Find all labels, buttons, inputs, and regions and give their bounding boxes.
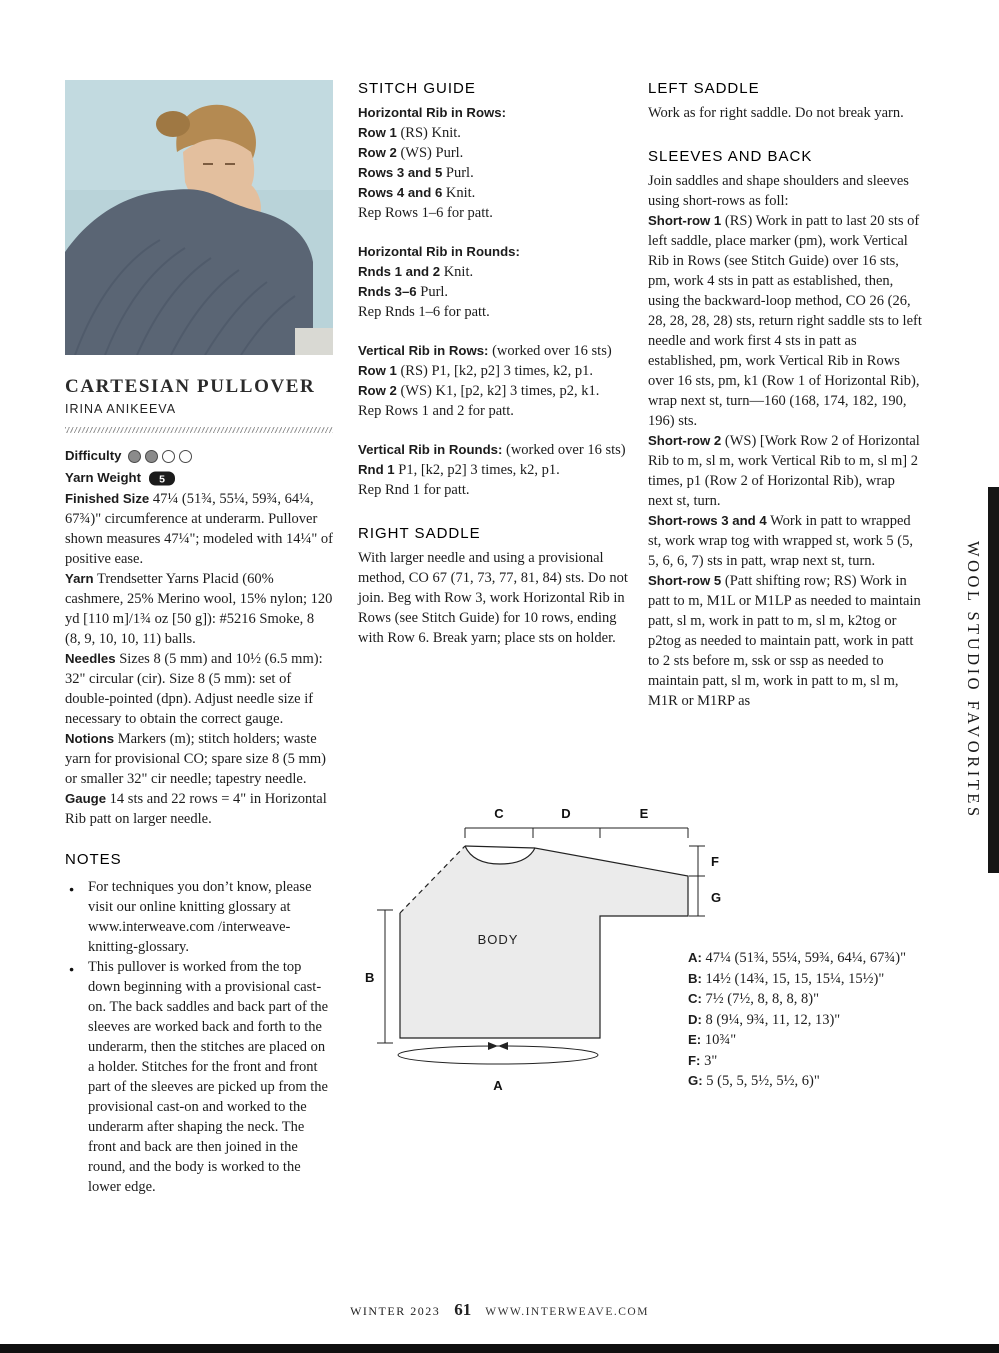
stitch-guide-section [358,103,628,223]
yarn-weight-row [65,467,333,489]
measurement-row: D: 8 (9¼, 9¾, 11, 12, 13)" [688,1011,841,1028]
stitch-row: Rnds 1 and 2 Knit. [358,264,474,280]
measure-letter-f: F [711,854,719,869]
stitch-pattern-name: Horizontal Rib in Rounds: [358,244,520,259]
note-item [65,957,333,1197]
spec-text: Trendsetter Yarns Placid (60% cashmere, 25% Merino wool, 15% nylon; 120 yd [110 m]/1¾ oz [50 g]): #5216 Smoke, 8 (8, 9, 10, 10, 11) balls. [65,571,333,647]
stitch-row: Row 1 (RS) Knit. [358,125,461,141]
left-measure-bracket [377,910,393,1043]
neck-castoff-line [465,846,535,848]
stitch-pattern-title [358,103,628,123]
stitch-pattern-title [358,341,628,361]
spec-text: Markers (m); stitch holders; waste yarn for provisional CO; spare size 8 (5 mm) or smaller 32" cir needle; tapestry needle. [65,731,326,787]
measurement-row: E: 10¾" [688,1032,737,1048]
measure-letter-g: G [711,890,722,905]
body-label: BODY [477,932,519,947]
schematic-measurements [688,948,950,1092]
stitch-row: Rows 4 and 6 Knit. [358,185,476,201]
body-shape-fill [400,846,688,1038]
arrowhead-left [488,1042,498,1050]
circumference-ellipse [398,1046,598,1064]
difficulty-dot [179,450,192,463]
stitch-guide-heading: STITCH GUIDE [358,80,476,97]
stitch-pattern-suffix: (worked over 16 sts) [505,442,626,458]
schematic-diagram [355,798,745,1110]
difficulty-label: Difficulty [65,448,122,463]
left-saddle-heading: LEFT SADDLE [648,80,760,97]
notes-list [65,877,333,1197]
stitch-row: Rows 3 and 5 Purl. [358,165,474,181]
note-item [65,877,333,957]
stitch-row: Rnd 1 P1, [k2, p2] 3 times, k2, p1. [358,462,560,478]
spec-gauge [65,789,333,829]
spec-label: Notions [65,731,115,746]
pattern-author: IRINA ANIKEEVA [65,402,177,416]
footer-website: WWW.INTERWEAVE.COM [485,1306,649,1318]
pattern-title: CARTESIAN PULLOVER [65,376,316,397]
hatched-divider [65,427,333,433]
stitch-guide-section [358,242,628,322]
stitch-row: Rep Rows 1 and 2 for patt. [358,403,514,419]
hair-bun [156,111,190,137]
section-tab-label: WOOL STUDIO FAVORITES [964,540,983,820]
measurement-row: A: 47¼ (51¾, 55¼, 59¾, 64¼, 67¾)" [688,950,906,966]
spec-finished-size [65,489,333,569]
measure-letter-e: E [639,806,649,821]
stitch-row: Rnds 3–6 Purl. [358,284,449,300]
sleeves-and-back-heading: SLEEVES AND BACK [648,148,813,165]
section-tab-bar [988,487,999,873]
spec-text: 47¼ (51¾, 55¼, 59¾, 64¼, 67¾)" circumference at underarm. Pullover shown measures 47¼"; modeled with 14¼" of positive ease. [65,491,333,567]
right-saddle-text: With larger needle and using a provisional method, CO 67 (71, 73, 77, 81, 84) sts. Do not join. Beg with Row 3, work Horizontal Rib in Rows (see Stitch Guide) for 10 rows, ending with Row 6. Break yarn; place sts on holder. [358,550,628,646]
short-row-step: Short-row 1 (RS) Work in patt to last 20 sts of left saddle, place marker (pm), work Vertical Rib in Rows (see Stitch Guide) over 16 sts, pm, work 4 sts in patt as established, then, using the backward-loop method, CO 26 (26, 28, 28, 28, 28) sts, return right saddle sts to left needle and work first 4 sts in patt as established, pm, work Vertical Rib in Rows over 16 sts, pm, k1 (Row 1 of Horizontal Rib), wrap next st, turn—160 (168, 174, 182, 190, 196) sts. [648,213,922,429]
measurement-row: C: 7½ (7½, 8, 8, 8, 8)" [688,991,819,1007]
arrowhead-right [498,1042,508,1050]
spec-needles [65,649,333,729]
right-measure-bracket [689,846,705,916]
measure-letter-b: B [365,970,375,985]
short-row-step: Short-row 5 (Patt shifting row; RS) Work in patt to m, M1L or M1LP as needed to maintain patt, sl m, work in patt to m, sl m, k2tog or p2tog as needed to maintain patt, work in patt to 2 sts before m, ssk or ssp as needed to maintain patt, sl m, work in patt to m, sl m, M1R or M1RP as [648,573,921,709]
bottom-rule [0,1344,999,1353]
measurement-row: F: 3" [688,1052,718,1069]
table-ledge [295,328,333,355]
spec-label: Needles [65,651,116,666]
stitch-pattern-suffix: (worked over 16 sts) [492,343,612,359]
measurement-row: G: 5 (5, 5, 5½, 5½, 6)" [688,1073,820,1089]
spec-yarn [65,569,333,649]
difficulty-dots [128,450,192,463]
short-row-step: Short-rows 3 and 4 Work in patt to wrapped st, work wrap tog with wrapped st, work 5 (5, 5, 6, 6, 7) sts in patt, wrap next st, turn. [648,513,913,569]
body-schematic [355,798,745,1110]
footer-issue: WINTER 2023 [350,1304,441,1318]
footer-page-number: 61 [454,1300,472,1319]
left-column [65,80,333,1197]
stitch-row: Rep Rows 1–6 for patt. [358,205,493,221]
stitch-guide-section [358,440,628,500]
yarn-skein-icon [148,470,176,487]
stitch-row: Rep Rnd 1 for patt. [358,482,470,498]
measurement-row: B: 14½ (14¾, 15, 15, 15¼, 15½)" [688,970,885,987]
spec-text: 14 sts and 22 rows = 4" in Horizontal Rib patt on larger needle. [65,791,327,827]
right-column [648,80,922,711]
stitch-pattern-name: Vertical Rib in Rows: [358,343,489,358]
photo-illustration [65,80,333,355]
spec-label: Gauge [65,791,107,806]
middle-column [358,80,628,648]
yarn-weight-icon [148,470,176,487]
spec-text: Sizes 8 (5 mm) and 10½ (6.5 mm): 32" circular (cir). Size 8 (5 mm): set of double-pointed (dpn). Adjust needle size if necessary to obtain the correct gauge. [65,651,323,727]
stitch-pattern-title [358,440,628,460]
difficulty-dot [162,450,175,463]
measure-letter-d: D [561,806,571,821]
spec-label: Finished Size [65,491,150,506]
page-footer [0,1300,999,1320]
difficulty-row [65,445,333,467]
svg-text:5: 5 [159,473,165,485]
stitch-row: Row 2 (WS) Purl. [358,145,464,161]
spec-label: Yarn [65,571,94,586]
stitch-pattern-title [358,242,628,262]
stitch-guide-section [358,341,628,421]
difficulty-dot [128,450,141,463]
stitch-row: Row 2 (WS) K1, [p2, k2] 3 times, p2, k1. [358,383,600,399]
notes-heading: NOTES [65,851,122,868]
stitch-row: Rep Rnds 1–6 for patt. [358,304,490,320]
top-measure-bracket [465,828,688,838]
difficulty-dot [145,450,158,463]
yarn-weight-label: Yarn Weight [65,470,141,485]
measure-letter-a: A [493,1078,503,1093]
stitch-pattern-name: Vertical Rib in Rounds: [358,442,503,457]
right-saddle-heading: RIGHT SADDLE [358,525,481,542]
note-text: This pullover is worked from the top down beginning with a provisional cast-on. The back saddles and back part of the sleeves are worked back and forth to the underarm, then the stitches are placed on a holder. Stitches for the front and front part of the sleeves are picked up from the provisional cast-on and worked to the underarm after shaping the neck. The front and back are then joined in the round, and the body is worked to the lower edge. [88,959,329,1195]
sleeves-intro: Join saddles and shape shoulders and sleeves using short-rows as foll: [648,173,909,209]
short-row-step: Short-row 2 (WS) [Work Row 2 of Horizontal Rib to m, sl m, work Vertical Rib to m, sl m] 2 times, p1 (Row 2 of Horizontal Rib), wrap next st, turn. [648,433,920,509]
stitch-row: Row 1 (RS) P1, [k2, p2] 3 times, k2, p1. [358,363,593,379]
pattern-photo [65,80,333,355]
measure-letter-c: C [494,806,504,821]
left-saddle-text: Work as for right saddle. Do not break yarn. [648,105,904,121]
stitch-pattern-name: Horizontal Rib in Rows: [358,105,506,120]
spec-notions [65,729,333,789]
note-text: For techniques you don’t know, please visit our online knitting glossary at www.interweave.com /interweave-knitting-glossary. [88,879,312,955]
